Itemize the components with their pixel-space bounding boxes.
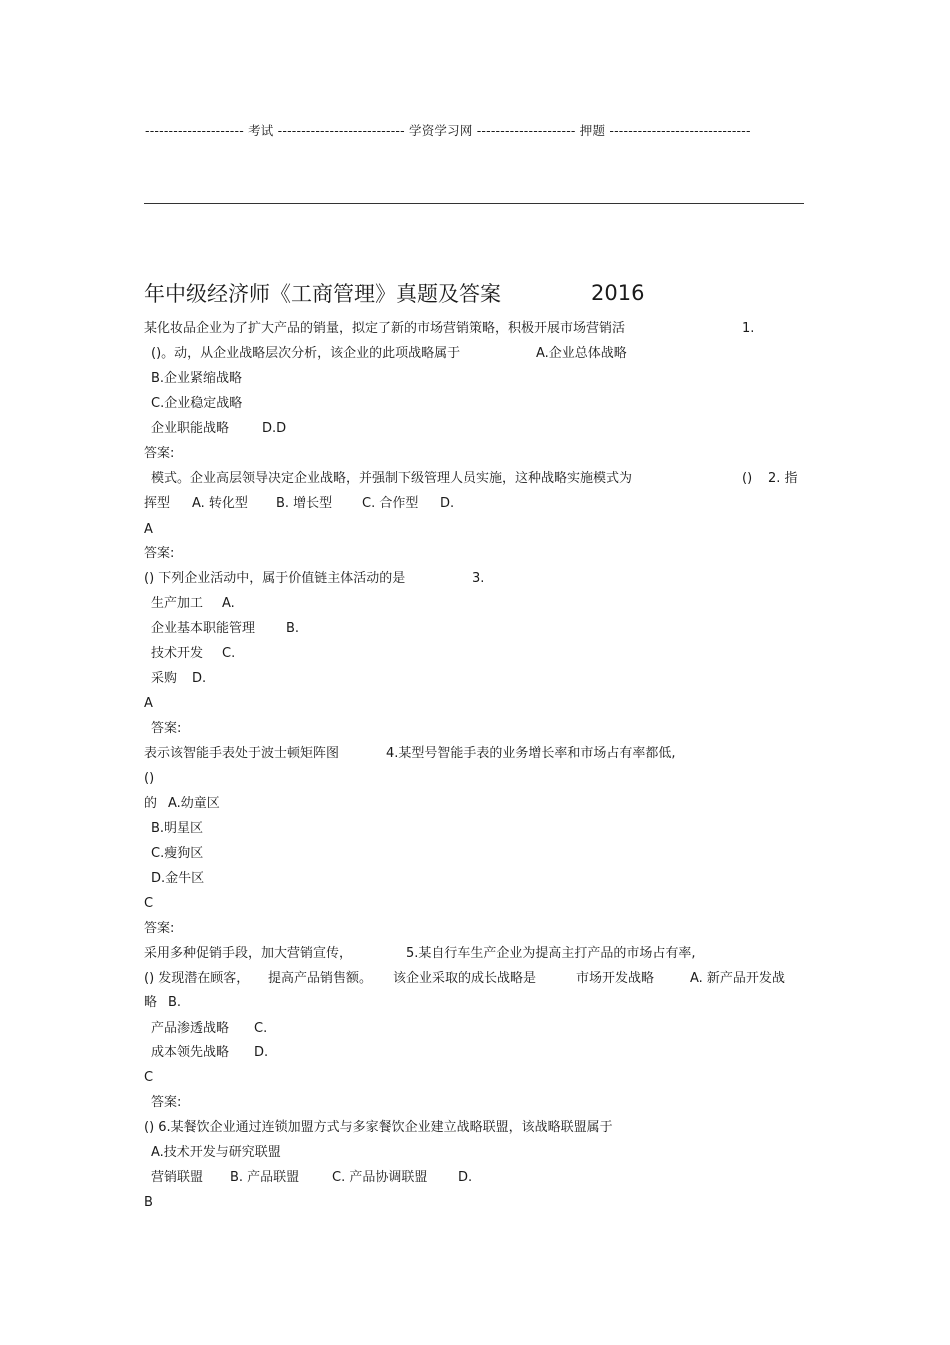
- document-title: 年中级经济师《工商管理》真题及答案: [144, 282, 501, 306]
- q2-option-a: A. 转化型: [192, 496, 248, 511]
- q1-option-d: D.D: [262, 421, 287, 436]
- q2-fragment: 挥型: [144, 496, 171, 511]
- q6-answer-value: B: [144, 1195, 153, 1210]
- q6-option-text: 营销联盟: [151, 1170, 204, 1185]
- q6-option-c: C. 产品协调联盟: [332, 1170, 428, 1185]
- q5-option-text-3: 成本领先战略: [151, 1045, 230, 1060]
- q3-answer-value: A: [144, 696, 153, 711]
- q4-stem-part1: 表示该智能手表处于波士顿矩阵图: [144, 746, 340, 761]
- q1-option-a: A.企业总体战略: [536, 346, 627, 361]
- q5-stem-part3: () 发现潜在顾客，: [144, 971, 250, 986]
- q3-option-text-2: 企业基本职能管理: [151, 621, 256, 636]
- q4-answer-value: C: [144, 896, 154, 911]
- header-rule: [144, 203, 804, 204]
- q2-option-c: C. 合作型: [362, 496, 419, 511]
- q2-answer-label: 答案:: [144, 546, 175, 561]
- q5-option-text-2: 产品渗透战略: [151, 1021, 230, 1036]
- header-line: --------------------- 考试 --------------------------- 学资学习网 --------------------- 押题 ------------------------------: [145, 123, 751, 138]
- q3-option-text-3: 技术开发: [151, 646, 204, 661]
- q3-stem: () 下列企业活动中，属于价值链主体活动的是: [144, 571, 406, 586]
- q5-stem-part4: 提高产品销售额。: [268, 971, 373, 986]
- q4-option-c: C.瘦狗区: [151, 846, 204, 861]
- q4-option-b: B.明星区: [151, 821, 204, 836]
- q1-answer-label: 答案:: [144, 446, 175, 461]
- q2-number: 2. 指: [768, 471, 798, 486]
- q3-option-letter-a: A.: [222, 596, 235, 611]
- q6-stem: () 6.某餐饮企业通过连锁加盟方式与多家餐饮企业建立战略联盟，该战略联盟属于: [144, 1120, 613, 1135]
- q4-fragment: 的: [144, 796, 158, 811]
- q5-option-letter-d: D.: [254, 1045, 269, 1060]
- q3-option-letter-c: C.: [222, 646, 236, 661]
- q3-option-letter-d: D.: [192, 671, 207, 686]
- q5-fragment: 略: [144, 995, 158, 1010]
- q1-stem-part2: ()。动，从企业战略层次分析，该企业的此项战略属于: [151, 346, 461, 361]
- document-year: 2016: [591, 281, 645, 305]
- q5-option-text-1: 市场开发战略: [576, 971, 655, 986]
- q5-answer-value: C: [144, 1070, 154, 1085]
- q3-option-letter-b: B.: [286, 621, 300, 636]
- q1-option-c: C.企业稳定战略: [151, 396, 243, 411]
- q3-number: 3.: [472, 571, 485, 586]
- q5-stem-part5: 该企业采取的成长战略是: [393, 971, 537, 986]
- q3-option-text-1: 生产加工: [151, 596, 204, 611]
- q5-answer-label: 答案:: [151, 1095, 182, 1110]
- q6-option-d: D.: [458, 1170, 473, 1185]
- q1-option-b: B.企业紧缩战略: [151, 371, 243, 386]
- q5-stem-part1: 采用多种促销手段，加大营销宣传，: [144, 946, 353, 961]
- q4-option-d: D.金牛区: [151, 871, 205, 886]
- q2-stem: 模式。企业高层领导决定企业战略，并强制下级管理人员实施，这种战略实施模式为: [151, 471, 633, 486]
- q4-option-a: A.幼童区: [168, 796, 220, 811]
- q2-option-d: D.: [440, 496, 455, 511]
- q1-stem-part1: 某化妆品企业为了扩大产品的销量，拟定了新的市场营销策略，积极开展市场营销活: [144, 321, 626, 336]
- q5-option-letter-c: C.: [254, 1021, 268, 1036]
- q2-option-b: B. 增长型: [276, 496, 333, 511]
- q3-answer-label: 答案:: [151, 721, 182, 736]
- q4-answer-label: 答案:: [144, 921, 175, 936]
- q6-option-b: B. 产品联盟: [230, 1170, 300, 1185]
- q2-answer-value: A: [144, 522, 153, 537]
- q5-option-a: A. 新产品开发战: [690, 971, 785, 986]
- q4-stem-part2: 4.某型号智能手表的业务增长率和市场占有率都低,: [386, 746, 676, 761]
- q4-paren: (): [144, 771, 155, 786]
- q5-option-letter-b: B.: [168, 995, 182, 1010]
- q6-option-a: A.技术开发与研究联盟: [151, 1145, 281, 1160]
- q1-number: 1.: [742, 321, 755, 336]
- q5-stem-part2: 5.某自行车生产企业为提高主打产品的市场占有率,: [406, 946, 696, 961]
- q1-option-fragment: 企业职能战略: [151, 421, 230, 436]
- q3-option-text-4: 采购: [151, 671, 178, 686]
- q2-paren: (): [742, 471, 753, 486]
